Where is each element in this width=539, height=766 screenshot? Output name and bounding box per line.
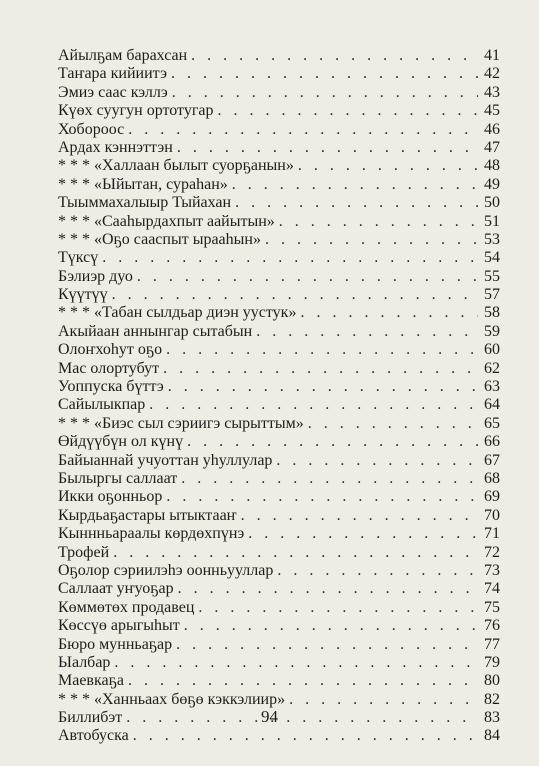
toc-entry (58, 544, 500, 562)
dot-leader (252, 323, 478, 341)
toc-entry-title: Күөх суугун ортотугар (58, 102, 214, 120)
dot-leader (183, 433, 478, 451)
dot-leader (129, 727, 478, 745)
dot-leader (231, 194, 478, 212)
toc-entry-page: 46 (484, 120, 500, 138)
toc-entry-page: 66 (484, 433, 500, 451)
toc-entry (58, 415, 500, 433)
toc-entry-title: Ардах кэннэттэн (58, 138, 173, 156)
toc-entry-page: 41 (484, 47, 500, 64)
toc-entry-title: Түксү (58, 249, 99, 267)
toc-entry-page: 73 (484, 561, 500, 579)
dot-leader (187, 47, 478, 65)
dot-leader (172, 636, 478, 654)
toc-entry-title: Эмиэ саас кэллэ (58, 83, 168, 101)
toc-entry (58, 213, 500, 231)
toc-entry-page: 62 (484, 359, 500, 377)
toc-entry-page: 57 (484, 286, 500, 304)
toc-entry (58, 452, 500, 470)
dot-leader (272, 452, 478, 470)
toc-entry (58, 194, 500, 212)
toc-entry (58, 231, 500, 249)
toc-entry-page: 65 (484, 414, 500, 432)
toc-entry (58, 360, 500, 378)
toc-entry-page: 64 (484, 396, 500, 414)
dot-leader (124, 672, 478, 690)
toc-entry-title: Бюро мунньаҕар (58, 635, 173, 653)
toc-entry-title: * * * «Ханньаах бөҕө кэккэлиир» (58, 690, 286, 708)
toc-entry (58, 507, 500, 525)
dot-leader (275, 213, 478, 231)
dot-leader (177, 470, 478, 488)
toc-entry-page: 82 (484, 690, 500, 708)
toc-entry-title: Акыйаан аннынгар сытабын (58, 322, 253, 340)
toc-entry-title: * * * «Халлаан былыт суорҕанын» (58, 157, 294, 175)
table-of-contents (58, 47, 500, 746)
dot-leader (214, 102, 479, 120)
toc-entry-title: Тыыммахалыыр Тыйахан (58, 194, 232, 212)
toc-entry (58, 396, 500, 414)
dot-leader (167, 65, 478, 83)
toc-entry (58, 268, 500, 286)
dot-leader (228, 176, 478, 194)
toc-entry-title: Байыаннай учуоттан уһуллулар (58, 451, 273, 469)
toc-entry-page: 75 (484, 598, 500, 616)
toc-entry-title: Көммөтөх продавец (58, 598, 195, 616)
toc-entry (58, 323, 500, 341)
toc-entry-page: 69 (484, 488, 500, 506)
toc-entry-title: Бэлиэр дуо (58, 267, 133, 285)
toc-entry-page: 60 (484, 341, 500, 359)
toc-entry-title: Айылҕам барахсан (58, 47, 188, 64)
toc-entry-title: Оҕолор сэриилэһэ оонньууллар (58, 561, 274, 579)
toc-entry-title: * * * «Биэс сыл сэриигэ сырыттым» (58, 414, 304, 432)
dot-leader (110, 654, 478, 672)
toc-entry-page: 74 (484, 580, 500, 598)
toc-entry (58, 525, 500, 543)
toc-entry (58, 157, 500, 175)
toc-entry (58, 488, 500, 506)
toc-entry (58, 617, 500, 635)
toc-entry-title: Икки оҕонньор (58, 488, 163, 506)
toc-entry (58, 636, 500, 654)
toc-entry-title: Саллаат уҥуоҕар (58, 580, 174, 598)
dot-leader (173, 139, 478, 157)
toc-entry-page: 59 (484, 322, 500, 340)
toc-entry (58, 176, 500, 194)
toc-entry-title: Таҥара кийиитэ (58, 65, 167, 83)
dot-leader (296, 304, 478, 322)
toc-entry-title: * * * «Табан сылдьар диэн уустук» (58, 304, 297, 322)
toc-entry-page: 77 (484, 635, 500, 653)
toc-entry-title: Автобуска (58, 727, 129, 745)
toc-entry-page: 47 (484, 138, 500, 156)
dot-leader (109, 544, 478, 562)
dot-leader (164, 378, 478, 396)
toc-entry-page: 83 (484, 709, 500, 727)
toc-entry (58, 341, 500, 359)
toc-entry (58, 286, 500, 304)
toc-entry-page: 55 (484, 267, 500, 285)
toc-entry (58, 47, 500, 65)
toc-entry-title: * * * «Оҕо сааспыт ырааһын» (58, 230, 261, 248)
toc-entry-page: 49 (484, 175, 500, 193)
toc-entry (58, 599, 500, 617)
toc-entry-title: Ыалбар (58, 653, 111, 671)
toc-entry-page: 68 (484, 469, 500, 487)
toc-entry-title: Кыннньараалы көрдөхпүнэ (58, 525, 245, 543)
toc-entry-page: 48 (484, 157, 500, 175)
toc-entry-title: Көссүө арыгыһыт (58, 617, 180, 635)
toc-entry (58, 102, 500, 120)
toc-entry (58, 378, 500, 396)
dot-leader (124, 121, 478, 139)
toc-entry-title: Мас олортубут (58, 359, 160, 377)
dot-leader (108, 286, 478, 304)
dot-leader (162, 488, 478, 506)
page-number: 94 (261, 707, 278, 726)
toc-entry-title: Былыргы саллаат (58, 469, 178, 487)
toc-entry-page: 53 (484, 230, 500, 248)
toc-entry (58, 562, 500, 580)
dot-leader (162, 341, 478, 359)
toc-entry-page: 76 (484, 617, 500, 635)
toc-entry-page: 67 (484, 451, 500, 469)
toc-entry-title: Өйдүүбүн ол күнү (58, 433, 184, 451)
dot-leader (244, 525, 478, 543)
toc-entry-title: Күүтүү (58, 286, 108, 304)
dot-leader (273, 562, 478, 580)
toc-entry (58, 433, 500, 451)
toc-entry-page: 72 (484, 543, 500, 561)
toc-entry-page: 51 (484, 212, 500, 230)
toc-entry (58, 84, 500, 102)
toc-entry-page: 42 (484, 65, 500, 83)
dot-leader (145, 396, 478, 414)
dot-leader (174, 580, 478, 598)
toc-entry-title: Биллибэт (58, 709, 123, 727)
toc-entry-page: 84 (484, 727, 500, 745)
toc-entry (58, 654, 500, 672)
toc-entry-title: Маевкаҕа (58, 672, 124, 690)
dot-leader (261, 231, 478, 249)
toc-entry-page: 70 (484, 506, 500, 524)
dot-leader (194, 599, 478, 617)
toc-entry (58, 65, 500, 83)
toc-entry (58, 672, 500, 690)
toc-entry-title: Уоппуска бүттэ (58, 378, 164, 396)
dot-leader (237, 507, 478, 525)
toc-entry-page: 50 (484, 194, 500, 212)
toc-entry (58, 304, 500, 322)
toc-entry (58, 249, 500, 267)
toc-entry-page: 71 (484, 525, 500, 543)
toc-entry-page: 45 (484, 102, 500, 120)
dot-leader (294, 157, 478, 175)
toc-entry (58, 139, 500, 157)
toc-entry-title: Хобороос (58, 120, 125, 138)
toc-entry (58, 121, 500, 139)
toc-entry-title: Кырдьаҕастары ытыктааҥ (58, 506, 237, 524)
dot-leader (133, 268, 478, 286)
toc-entry (58, 727, 500, 745)
dot-leader (98, 249, 478, 267)
toc-entry-page: 54 (484, 249, 500, 267)
toc-entry-title: Трофей (58, 543, 110, 561)
toc-entry-title: Олоҥхоһут оҕо (58, 341, 163, 359)
dot-leader (159, 360, 478, 378)
toc-entry-page: 58 (484, 304, 500, 322)
toc-entry-page: 63 (484, 378, 500, 396)
toc-entry-title: * * * «Ыйытан, сураһан» (58, 175, 228, 193)
dot-leader (180, 617, 478, 635)
dot-leader (168, 84, 478, 102)
toc-entry-title: * * * «Сааһырдахпыт аайытын» (58, 212, 275, 230)
toc-entry-title: Сайылыкпар (58, 396, 146, 414)
dot-leader (304, 415, 478, 433)
toc-entry (58, 470, 500, 488)
toc-entry-page: 80 (484, 672, 500, 690)
toc-entry-page: 43 (484, 83, 500, 101)
toc-entry-page: 79 (484, 653, 500, 671)
toc-entry (58, 580, 500, 598)
